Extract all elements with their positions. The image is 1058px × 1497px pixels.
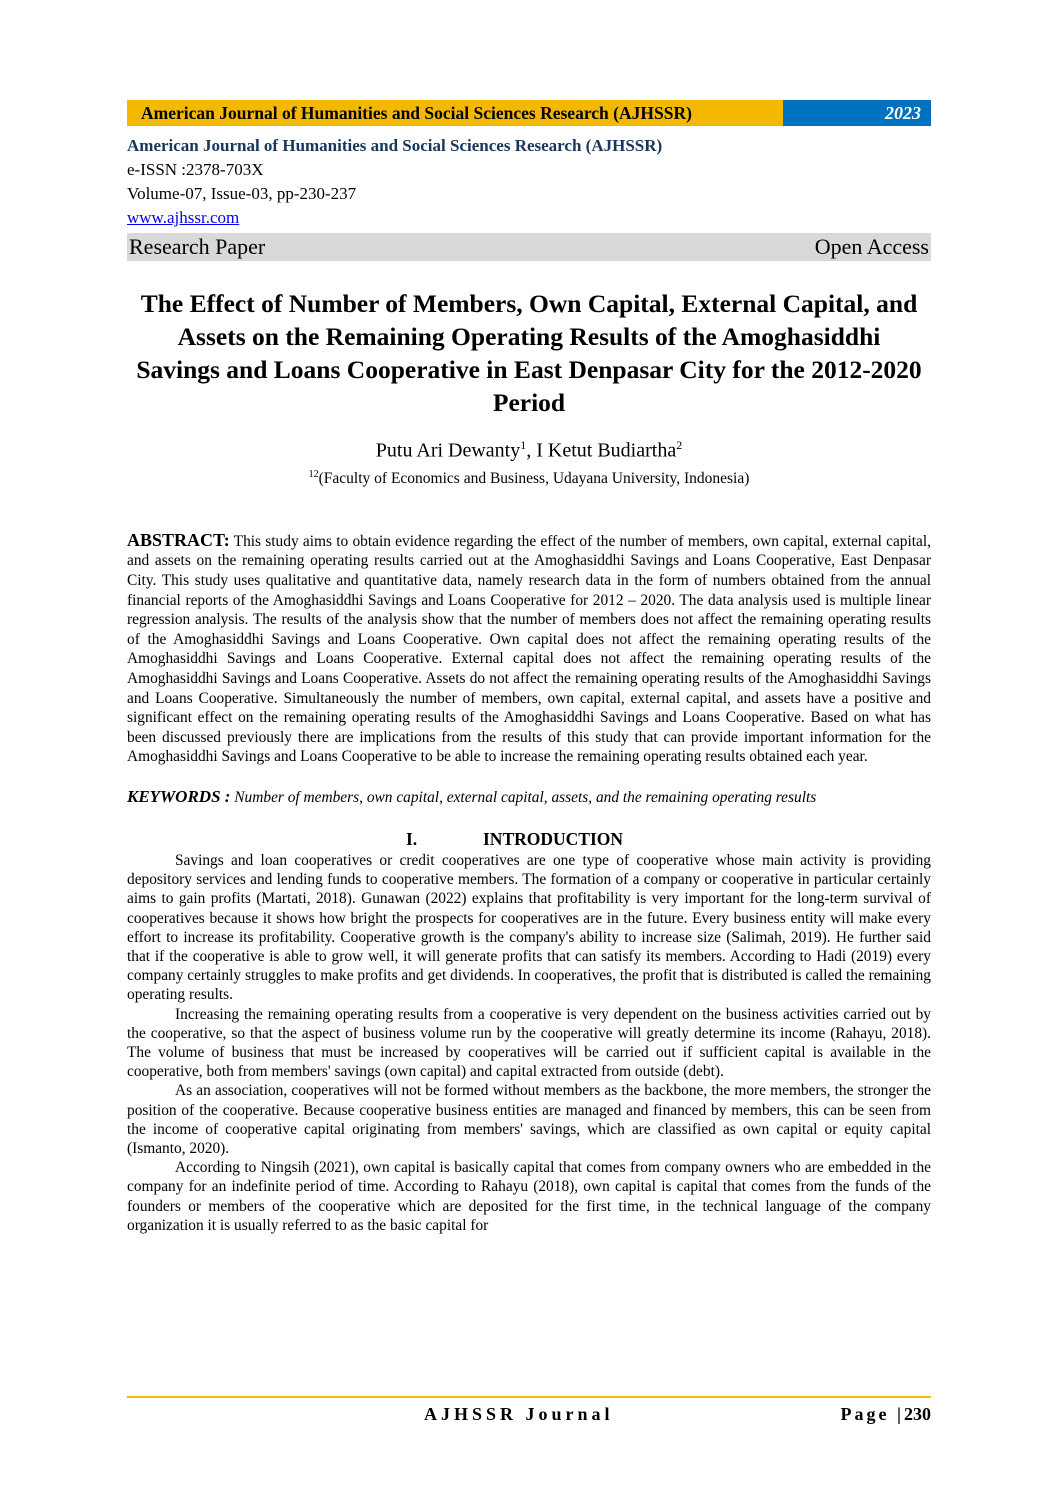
keywords-text: Number of members, own capital, external capital, assets, and the remaining operating results bbox=[234, 788, 817, 806]
paper-title: The Effect of Number of Members, Own Capital, External Capital, and Assets on the Remaining Operating Results of the Amoghasiddhi Savings and Loans Cooperative in East Denpasar City for the 2012-2020 Period bbox=[136, 289, 922, 417]
paper-type-label: Research Paper bbox=[129, 234, 266, 259]
footer-page-number: 230 bbox=[904, 1404, 931, 1424]
journal-website-link[interactable]: www.ajhssr.com bbox=[127, 208, 240, 227]
section-body bbox=[127, 851, 931, 1235]
page-footer bbox=[127, 1404, 931, 1428]
author-list: Putu Ari Dewanty$^1$, I Ketut Budiartha$^2$ bbox=[375, 438, 683, 462]
abstract-text: This study aims to obtain evidence regarding the effect of the number of members, own capital, external capital, and assets on the remaining operating results carried out at the Amoghasiddhi Savings and Loans Cooperative, East Denpasar City. This study uses qualitative and quantitative data, namely research data in the form of numbers obtained from the annual financial reports of the Amoghasiddhi Savings and Loans Cooperative for 2012 – 2020. The data analysis used is multiple linear regression analysis. The results of the analysis show that the number of members does not affect the remaining operating results of the Amoghasiddhi Savings and Loans Cooperative. Own capital does not affect the remaining operating results of the Amoghasiddhi Savings and Loans Cooperative. External capital does not affect the remaining operating results of the Amoghasiddhi Savings and Loans Cooperative. Assets do not affect the remaining operating results of the Amoghasiddhi Savings and Loans Cooperative. Simultaneously the number of members, own capital, external capital, and assets have a positive and significant effect on the remaining operating results of the Amoghasiddhi Savings and Loans Cooperative. Based on what has been discussed previously there are implications from the results of this study that can provide important information for the Amoghasiddhi Savings and Loans Cooperative to be able to increase the remaining operating results obtained each year. bbox=[127, 532, 931, 766]
access-type-label: Open Access bbox=[814, 234, 929, 259]
paper-page bbox=[127, 100, 931, 1235]
author-name: Putu Ari Dewanty bbox=[375, 439, 521, 462]
body-paragraph: Savings and loan cooperatives or credit cooperatives are one type of cooperative whose main activity is providing depository services and lending funds to cooperative members. The formation of a company or cooperative in particular certainly aims to gain profits (Martati, 2018). Gunawan (2022) explains that profitability is very important for the long-term survival of cooperatives because it shows how bright the prospects for cooperatives are in the future. Every business entity will make every effort to increase its profitability. Cooperative growth is the company's ability to increase size (Salimah, 2019). He further said that if the cooperative is able to grow well, it will generate profits that can satisfy its members. According to Hadi (2019) every company certainly struggles to make profits and get dividends. In cooperatives, the profit that is distributed is called the remaining operating results. bbox=[127, 851, 931, 1004]
keywords-label: KEYWORDS : bbox=[127, 786, 231, 806]
author-name: I Ketut Budiartha bbox=[536, 439, 677, 462]
section-title: INTRODUCTION bbox=[483, 828, 624, 849]
section-heading bbox=[127, 829, 931, 851]
footer-divider bbox=[127, 1396, 931, 1398]
footer-page bbox=[841, 1404, 931, 1425]
meta-eissn: e-ISSN :2378-703X bbox=[127, 160, 264, 179]
abstract-label: ABSTRACT: bbox=[127, 529, 230, 550]
meta-journal-name: American Journal of Humanities and Social Sciences Research (AJHSSR) bbox=[127, 136, 663, 155]
paper-type-bar bbox=[127, 233, 931, 261]
footer-page-label: Page | bbox=[840, 1404, 904, 1424]
author-affiliation-mark: 2 bbox=[676, 438, 683, 452]
meta-volume: Volume-07, Issue-03, pp-230-237 bbox=[127, 184, 357, 203]
abstract bbox=[127, 531, 931, 767]
footer-journal: AJHSSR Journal bbox=[424, 1404, 614, 1424]
journal-meta bbox=[127, 134, 931, 230]
affiliation bbox=[127, 465, 931, 489]
header-journal-name: American Journal of Humanities and Social Sciences Research (AJHSSR) bbox=[127, 100, 783, 126]
section-number: I. bbox=[406, 828, 418, 849]
header-year: 2023 bbox=[783, 100, 931, 126]
affiliation-text: (Faculty of Economics and Business, Udayana University, Indonesia) bbox=[318, 469, 750, 487]
body-paragraph: As an association, cooperatives will not be formed without members as the backbone, the more members, the stronger the position of the cooperative. Because cooperative business entities are managed and financed by members, this can be seen from the income of cooperative capital originating from members' savings, which are classified as own capital or equity capital (Ismanto, 2020). bbox=[127, 1082, 931, 1157]
journal-header-bar bbox=[127, 100, 931, 126]
affiliation-mark: 12 bbox=[308, 468, 319, 480]
author-affiliation-mark: 1 bbox=[520, 438, 527, 452]
keywords bbox=[127, 787, 931, 807]
body-paragraph: According to Ningsih (2021), own capital is basically capital that comes from company owners who are embedded in the company for an indefinite period of time. According to Rahayu (2018), own capital is capital that comes from the funds of the founders or members of the cooperative which are deposited for the first time, in the technical language of the company organization it is usually referred to as the basic capital for bbox=[127, 1159, 931, 1234]
body-paragraph: Increasing the remaining operating results from a cooperative is very dependent on the business activities carried out by the cooperative, so that the aspect of business volume run by the cooperative will greatly determine its income (Rahayu, 2018). The volume of business that must be increased by cooperatives will be carried out if sufficient capital is available in the cooperative, both from members' savings (own capital) and capital extracted from outside (debt). bbox=[127, 1005, 931, 1081]
